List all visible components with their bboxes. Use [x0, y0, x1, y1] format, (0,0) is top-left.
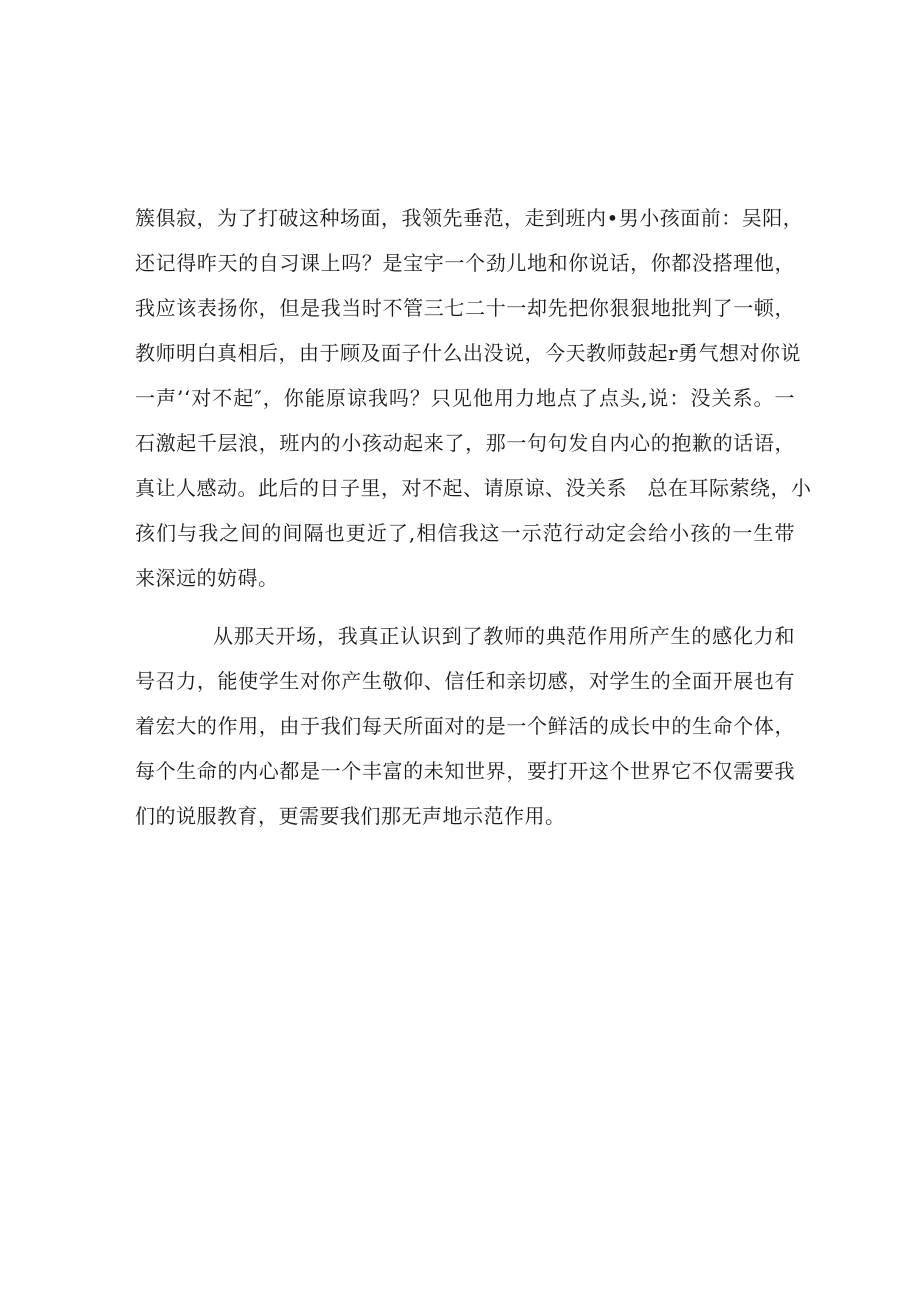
paragraph-line: 们的说服教育，更需要我们那无声地示范作用。: [135, 804, 566, 828]
paragraph-line: 号召力，能使学生对你产生敬仰、信任和亲切感，对学生的全面开展也有: [135, 669, 795, 693]
paragraph-line: 来深远的妨碍。: [135, 566, 279, 590]
paragraph-line: 石激起千层浪，班内的小孩动起来了，那一句句发自内心的抱歉的话语，: [135, 431, 795, 455]
paragraph-line: 簇俱寂，为了打破这种场面，我领先垂范，走到班内•男小孩面前：吴阳，: [135, 206, 804, 230]
paragraph-line: 还记得昨天的自习课上吗？是宝宇一个劲儿地和你说话，你都没搭理他，: [135, 251, 795, 275]
paragraph-line: 着宏大的作用，由于我们每天所面对的是一个鲜活的成长中的生命个体，: [135, 714, 795, 738]
paragraph-line: 真让人感动。此后的日子里，对不起、请原谅、没关系 总在耳际萦绕，小: [135, 476, 812, 500]
paragraph-1: [135, 196, 812, 601]
paragraph-line: 从那天开场，我真正认识到了教师的典范作用所产生的感化力和: [213, 624, 795, 648]
paragraph-line: 教师明白真相后，由于顾及面子什么出没说，今天教师鼓起r勇气想对你说: [135, 341, 802, 365]
paragraph-line: 每个生命的内心都是一个丰富的未知世界，要打开这个世界它不仅需要我: [135, 759, 795, 783]
paragraph-line: 我应该表扬你，但是我当时不管三七二十一却先把你狠狠地批判了一顿，: [135, 296, 795, 320]
paragraph-line: 孩们与我之间的间隔也更近了,相信我这一示范行动定会给小孩的一生带: [135, 521, 795, 545]
paragraph-line: 一声’‘对不起″，你能原谅我吗？只见他用力地点了点头,说：没关系。一: [135, 386, 795, 410]
paragraph-2: [135, 614, 795, 839]
